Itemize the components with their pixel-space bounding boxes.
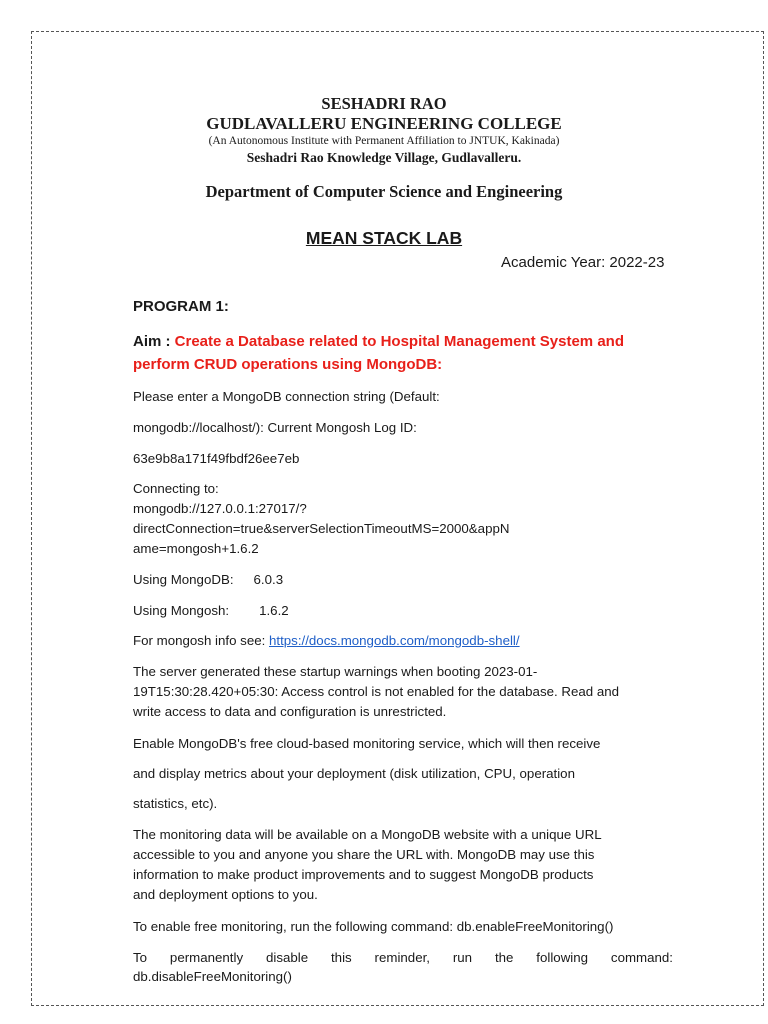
mongodb-version-line (133, 570, 673, 590)
aim-block (133, 330, 673, 376)
program-heading: PROGRAM 1: (133, 298, 229, 315)
monitoring-line: statistics, etc). (133, 796, 218, 811)
monitoring-data-block (133, 825, 673, 905)
monitoring-data-line: accessible to you and anyone you share the URL with. MongoDB may use this (133, 847, 595, 862)
monitoring-line: and display metrics about your deployment (disk utilization, CPU, operation (133, 766, 575, 781)
monitoring-line: Enable MongoDB's free cloud-based monitoring service, which will then receive (133, 736, 601, 751)
academic-year: Academic Year: 2022-23 (501, 254, 665, 271)
disable-reminder-line1: To permanently disable this reminder, run the following command: (133, 950, 673, 965)
mongosh-label: Using Mongosh: (133, 603, 230, 618)
lab-title: MEAN STACK LAB (305, 228, 463, 248)
aim-text-line1: Create a Database related to Hospital Management System and (174, 333, 624, 350)
connection-line: mongodb://127.0.0.1:27017/? (133, 501, 307, 516)
warning-line: write access to data and configuration is unrestricted. (133, 704, 447, 719)
connection-block (133, 479, 673, 559)
session-log-id: 63e9b8a171f49fbdf26ee7eb (133, 451, 300, 466)
monitoring-data-line: and deployment options to you. (133, 887, 318, 902)
info-prefix: For mongosh info see: (133, 633, 269, 648)
mongodb-label: Using MongoDB: (133, 572, 234, 587)
startup-warning-block (133, 662, 673, 722)
enable-monitoring-command: To enable free monitoring, run the following command: db.enableFreeMonitoring() (133, 919, 614, 934)
warning-line: The server generated these startup warnings when booting 2023-01- (133, 664, 538, 679)
body-paragraph: mongodb://localhost/): Current Mongosh Log ID: (133, 420, 417, 435)
disable-reminder-line2: db.disableFreeMonitoring() (133, 969, 292, 984)
affiliation-text: (An Autonomous Institute with Permanent Affiliation to JNTUK, Kakinada) (208, 135, 560, 147)
village-text: Seshadri Rao Knowledge Village, Gudlavalleru. (246, 150, 522, 165)
connection-line: Connecting to: (133, 481, 219, 496)
mongodb-version: 6.0.3 (253, 572, 284, 587)
monitoring-data-line: The monitoring data will be available on a MongoDB website with a unique URL (133, 827, 602, 842)
college-name-line2: GUDLAVALLERU ENGINEERING COLLEGE (206, 114, 562, 133)
mongosh-version-line (133, 601, 673, 621)
department-title: Department of Computer Science and Engineering (205, 182, 563, 201)
body-paragraph: Please enter a MongoDB connection string (Default: (133, 389, 440, 404)
mongodb-shell-docs-link[interactable]: https://docs.mongodb.com/mongodb-shell/ (269, 633, 520, 648)
mongosh-version: 1.6.2 (259, 603, 289, 618)
aim-label: Aim : (133, 333, 175, 350)
mongosh-info-line (133, 631, 673, 651)
monitoring-data-line: information to make product improvements and to suggest MongoDB products (133, 867, 594, 882)
aim-text-line2: perform CRUD operations using MongoDB: (133, 356, 443, 373)
college-name-line1: SESHADRI RAO (321, 94, 447, 113)
warning-line: 19T15:30:28.420+05:30: Access control is not enabled for the database. Read and (133, 684, 620, 699)
connection-line: directConnection=true&serverSelectionTimeoutMS=2000&appN (133, 521, 510, 536)
connection-line: ame=mongosh+1.6.2 (133, 541, 259, 556)
